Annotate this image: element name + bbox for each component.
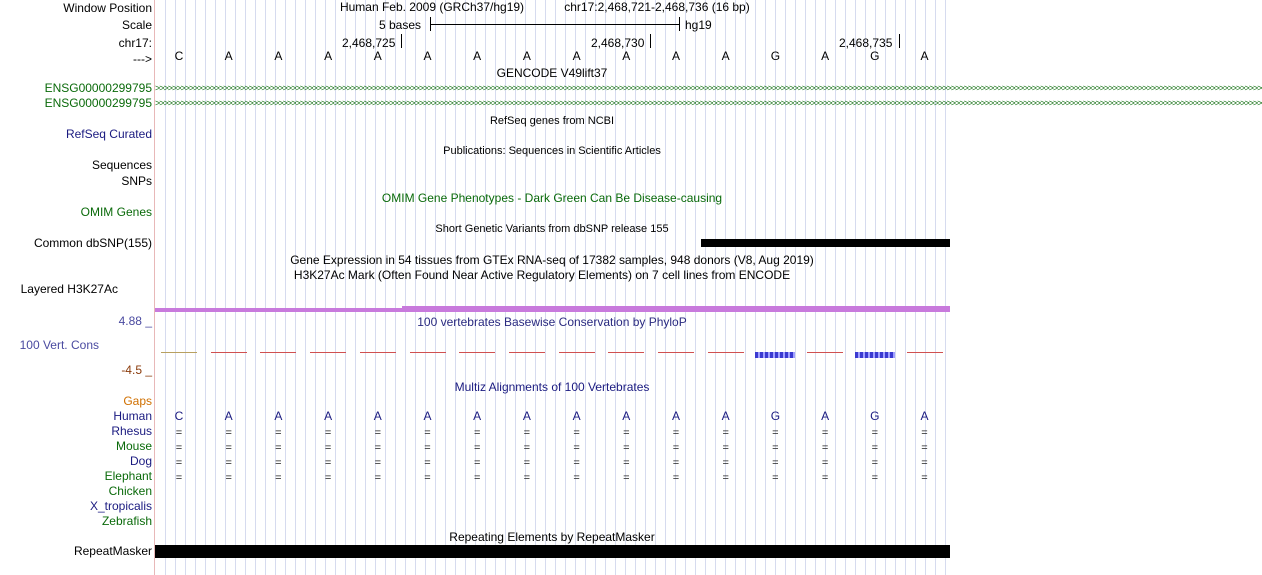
- assembly-text: Human Feb. 2009 (GRCh37/hg19): [339, 0, 525, 14]
- alignment-match-mouse: =: [324, 442, 332, 454]
- gene-1-chevrons[interactable]: >>>>>>>>>>>>>>>>>>>>>>>>>>>>>>>>>>>>>>>>>>>>>>>>>>>>>>>>>>>>>>>>>>>>>>>>>>>>>>>>>>>>>>>>>>>>>>>>>>>>>>>>>>>>>>>>>>>>>>>>>>>>>>>>>>>>>>>>>>>>>>>>>>>>>>>>>>>>>>>>>>>>>>>>>>>>>>>>>>>>>>>>>>>>>>>>>>>>>>>>>>>>>>>>>>>>>>>>>>>>>>>>>>>>>>>>>>>>>>>>>>>>>>>>>>>>>>>>>>>>: [155, 83, 1262, 93]
- alignment-match-rhesus: =: [324, 427, 332, 439]
- species-label-zebrafish[interactable]: Zebrafish: [101, 514, 152, 528]
- repeatmasker-feature-bar[interactable]: [155, 545, 950, 558]
- species-label-human[interactable]: Human: [113, 409, 152, 423]
- alignment-match-rhesus: =: [672, 427, 680, 439]
- dbsnp-track-title: Short Genetic Variants from dbSNP release 155: [435, 223, 669, 235]
- human-alignment-base: A: [920, 409, 929, 423]
- gene-2-chevrons[interactable]: >>>>>>>>>>>>>>>>>>>>>>>>>>>>>>>>>>>>>>>>>>>>>>>>>>>>>>>>>>>>>>>>>>>>>>>>>>>>>>>>>>>>>>>>>>>>>>>>>>>>>>>>>>>>>>>>>>>>>>>>>>>>>>>>>>>>>>>>>>>>>>>>>>>>>>>>>>>>>>>>>>>>>>>>>>>>>>>>>>>>>>>>>>>>>>>>>>>>>>>>>>>>>>>>>>>>>>>>>>>>>>>>>>>>>>>>>>>>>>>>>>>>>>>>>>>>>>>>>>>>: [155, 98, 1262, 108]
- alignment-match-elephant: =: [275, 472, 282, 484]
- human-alignment-base: A: [423, 409, 432, 423]
- scale-db-text: hg19: [685, 18, 712, 32]
- alignment-match-mouse: =: [225, 442, 232, 454]
- track-labels-panel: [0, 0, 154, 575]
- reference-sequence-base: A: [522, 49, 531, 63]
- phylop-score-mark: [410, 352, 446, 353]
- phylop-score-mark: [708, 352, 744, 353]
- gencode-track-title: GENCODE V49lift37: [496, 66, 608, 80]
- coord-tick-mark-1: [401, 34, 402, 48]
- human-alignment-base: C: [174, 409, 184, 423]
- alignment-match-rhesus: =: [772, 427, 779, 439]
- human-alignment-base: A: [324, 409, 333, 423]
- alignment-match-dog: =: [772, 457, 779, 469]
- phylop-score-mark: [211, 352, 247, 353]
- alignment-match-rhesus: =: [424, 427, 431, 439]
- coord-tick-3: 2,468,735: [839, 36, 893, 50]
- phylop-score-mark: [161, 352, 197, 353]
- alignment-match-mouse: =: [424, 442, 431, 454]
- phylop-negative-score-mark: [855, 352, 895, 358]
- h3k27ac-track-title: H3K27Ac Mark (Often Found Near Active Regulatory Elements) on 7 cell lines from ENCODE: [293, 268, 791, 282]
- human-alignment-base: A: [721, 409, 730, 423]
- alignment-match-mouse: =: [821, 442, 829, 454]
- phylop-score-mark: [658, 352, 694, 353]
- alignment-match-mouse: =: [473, 442, 481, 454]
- alignment-match-dog: =: [672, 457, 680, 469]
- alignment-match-mouse: =: [573, 442, 580, 454]
- phylop-score-mark: [310, 352, 346, 353]
- alignment-match-rhesus: =: [573, 427, 580, 439]
- alignment-match-elephant: =: [324, 472, 332, 484]
- reference-sequence-base: G: [770, 49, 781, 63]
- gtex-track-title: Gene Expression in 54 tissues from GTEx RNA-seq of 17382 samples, 948 donors (V8, Aug 2019): [290, 253, 814, 267]
- phylop-negative-score-mark: [755, 352, 795, 358]
- human-alignment-base: A: [572, 409, 581, 423]
- coord-tick-mark-2: [650, 34, 651, 48]
- strand-arrow-label: --->: [133, 52, 152, 66]
- human-alignment-base: A: [671, 409, 680, 423]
- omim-genes-label[interactable]: OMIM Genes: [80, 205, 152, 219]
- alignment-match-dog: =: [921, 457, 928, 469]
- gene-label-1[interactable]: ENSG00000299795: [44, 81, 152, 95]
- alignment-match-dog: =: [175, 457, 183, 469]
- alignment-match-dog: =: [225, 457, 232, 469]
- alignment-match-elephant: =: [921, 472, 928, 484]
- alignment-match-dog: =: [871, 457, 879, 469]
- phylop-score-mark: [559, 352, 595, 353]
- alignment-match-rhesus: =: [225, 427, 232, 439]
- species-label-x_tropicalis[interactable]: X_tropicalis: [89, 499, 152, 513]
- phylop-score-mark: [459, 352, 495, 353]
- phylop-score-mark: [807, 352, 843, 353]
- alignment-match-mouse: =: [175, 442, 183, 454]
- refseq-curated-label[interactable]: RefSeq Curated: [65, 127, 152, 141]
- reference-sequence-base: A: [671, 49, 680, 63]
- alignment-match-rhesus: =: [623, 427, 630, 439]
- alignment-match-mouse: =: [672, 442, 680, 454]
- reference-sequence-base: C: [174, 49, 184, 63]
- phylop-score-mark: [509, 352, 545, 353]
- scale-bar-right-tick: [679, 17, 680, 31]
- gene-label-2[interactable]: ENSG00000299795: [44, 96, 152, 110]
- coord-tick-2: 2,468,730: [591, 36, 645, 50]
- human-alignment-base: A: [473, 409, 482, 423]
- reference-sequence-base: A: [622, 49, 631, 63]
- phylop-score-mark: [260, 352, 296, 353]
- phylop-score-mark: [608, 352, 644, 353]
- species-label-rhesus[interactable]: Rhesus: [111, 424, 152, 438]
- alignment-match-elephant: =: [523, 472, 531, 484]
- reference-sequence-base: A: [224, 49, 233, 63]
- alignment-match-dog: =: [821, 457, 829, 469]
- human-alignment-base: A: [373, 409, 382, 423]
- human-alignment-base: A: [274, 409, 283, 423]
- alignment-match-rhesus: =: [473, 427, 481, 439]
- refseq-track-title: RefSeq genes from NCBI: [489, 115, 615, 127]
- alignment-match-rhesus: =: [821, 427, 829, 439]
- alignment-match-elephant: =: [623, 472, 630, 484]
- alignment-match-dog: =: [722, 457, 729, 469]
- alignment-match-dog: =: [275, 457, 282, 469]
- position-range-text: chr17:2,468,721-2,468,736 (16 bp): [564, 0, 750, 14]
- alignment-match-dog: =: [374, 457, 382, 469]
- alignment-match-mouse: =: [275, 442, 282, 454]
- vert-cons-label[interactable]: 100 Vert. Cons: [19, 338, 99, 352]
- window-position-label: Window Position: [63, 1, 152, 15]
- cons-max-label: 4.88 _: [118, 314, 152, 328]
- alignment-match-rhesus: =: [921, 427, 928, 439]
- scale-label: Scale: [121, 18, 152, 32]
- reference-sequence-base: A: [473, 49, 482, 63]
- multiz-track-title: Multiz Alignments of 100 Vertebrates: [454, 380, 650, 394]
- alignment-match-elephant: =: [374, 472, 382, 484]
- reference-sequence-base: A: [572, 49, 581, 63]
- h3k27ac-signal-bar[interactable]: [155, 308, 950, 312]
- human-alignment-base: G: [870, 409, 880, 423]
- alignment-match-dog: =: [473, 457, 481, 469]
- alignment-match-dog: =: [424, 457, 431, 469]
- alignment-match-rhesus: =: [374, 427, 382, 439]
- scale-bar-line: [430, 24, 679, 25]
- reference-sequence-base: A: [821, 49, 830, 63]
- reference-sequence-base: G: [870, 49, 880, 63]
- alignment-match-dog: =: [523, 457, 531, 469]
- reference-sequence-base: A: [920, 49, 929, 63]
- species-label-dog[interactable]: Dog: [129, 454, 152, 468]
- human-alignment-base: A: [622, 409, 631, 423]
- phylop-score-mark: [360, 352, 396, 353]
- reference-sequence-base: A: [274, 49, 283, 63]
- species-label-mouse[interactable]: Mouse: [115, 439, 152, 453]
- alignment-match-elephant: =: [175, 472, 183, 484]
- repeatmasker-track-title: Repeating Elements by RepeatMasker: [449, 530, 655, 544]
- species-label-chicken[interactable]: Chicken: [108, 484, 152, 498]
- scale-bar-text: 5 bases: [379, 18, 422, 32]
- alignment-match-dog: =: [573, 457, 580, 469]
- alignment-match-elephant: =: [473, 472, 481, 484]
- dbsnp-feature-bar[interactable]: [701, 239, 950, 247]
- alignment-match-elephant: =: [672, 472, 680, 484]
- human-alignment-base: A: [224, 409, 233, 423]
- human-alignment-base: A: [522, 409, 531, 423]
- reference-sequence-base: A: [721, 49, 730, 63]
- alignment-match-mouse: =: [921, 442, 928, 454]
- reference-sequence-base: A: [373, 49, 382, 63]
- alignment-match-dog: =: [324, 457, 332, 469]
- genome-browser-track-area[interactable]: [155, 0, 1262, 575]
- alignment-match-rhesus: =: [871, 427, 879, 439]
- layered-h3k27ac-label[interactable]: Layered H3K27Ac: [20, 282, 118, 296]
- gaps-label[interactable]: Gaps: [123, 394, 152, 408]
- human-alignment-base: G: [770, 409, 781, 423]
- alignment-match-mouse: =: [722, 442, 729, 454]
- repeatmasker-label[interactable]: RepeatMasker: [73, 544, 152, 558]
- h3k27ac-signal-peak[interactable]: [402, 306, 950, 308]
- alignment-match-elephant: =: [821, 472, 829, 484]
- omim-track-title: OMIM Gene Phenotypes - Dark Green Can Be Disease-causing: [381, 191, 723, 205]
- cons-min-label: -4.5 _: [121, 363, 152, 377]
- alignment-match-elephant: =: [772, 472, 779, 484]
- sequences-label[interactable]: Sequences: [91, 158, 152, 172]
- alignment-match-rhesus: =: [175, 427, 183, 439]
- alignment-match-elephant: =: [722, 472, 729, 484]
- alignment-match-rhesus: =: [722, 427, 729, 439]
- alignment-match-dog: =: [623, 457, 630, 469]
- alignment-match-elephant: =: [871, 472, 879, 484]
- alignment-match-mouse: =: [772, 442, 779, 454]
- snps-label[interactable]: SNPs: [121, 174, 152, 188]
- alignment-match-elephant: =: [424, 472, 431, 484]
- alignment-match-rhesus: =: [523, 427, 531, 439]
- alignment-match-mouse: =: [523, 442, 531, 454]
- species-label-elephant[interactable]: Elephant: [104, 469, 152, 483]
- reference-sequence-base: A: [423, 49, 432, 63]
- phylop-score-mark: [907, 352, 943, 353]
- alignment-match-rhesus: =: [275, 427, 282, 439]
- human-alignment-base: A: [821, 409, 830, 423]
- chrom-label: chr17:: [118, 36, 152, 50]
- phylop-track-title: 100 vertebrates Basewise Conservation by PhyloP: [417, 315, 687, 329]
- alignment-match-mouse: =: [374, 442, 382, 454]
- alignment-match-mouse: =: [623, 442, 630, 454]
- coord-tick-mark-3: [899, 34, 900, 48]
- coord-tick-1: 2,468,725: [342, 36, 396, 50]
- common-dbsnp-label[interactable]: Common dbSNP(155): [33, 236, 152, 250]
- alignment-match-mouse: =: [871, 442, 879, 454]
- reference-sequence-base: A: [324, 49, 333, 63]
- publications-track-title: Publications: Sequences in Scientific Articles: [443, 145, 661, 157]
- alignment-match-elephant: =: [573, 472, 580, 484]
- alignment-match-elephant: =: [225, 472, 232, 484]
